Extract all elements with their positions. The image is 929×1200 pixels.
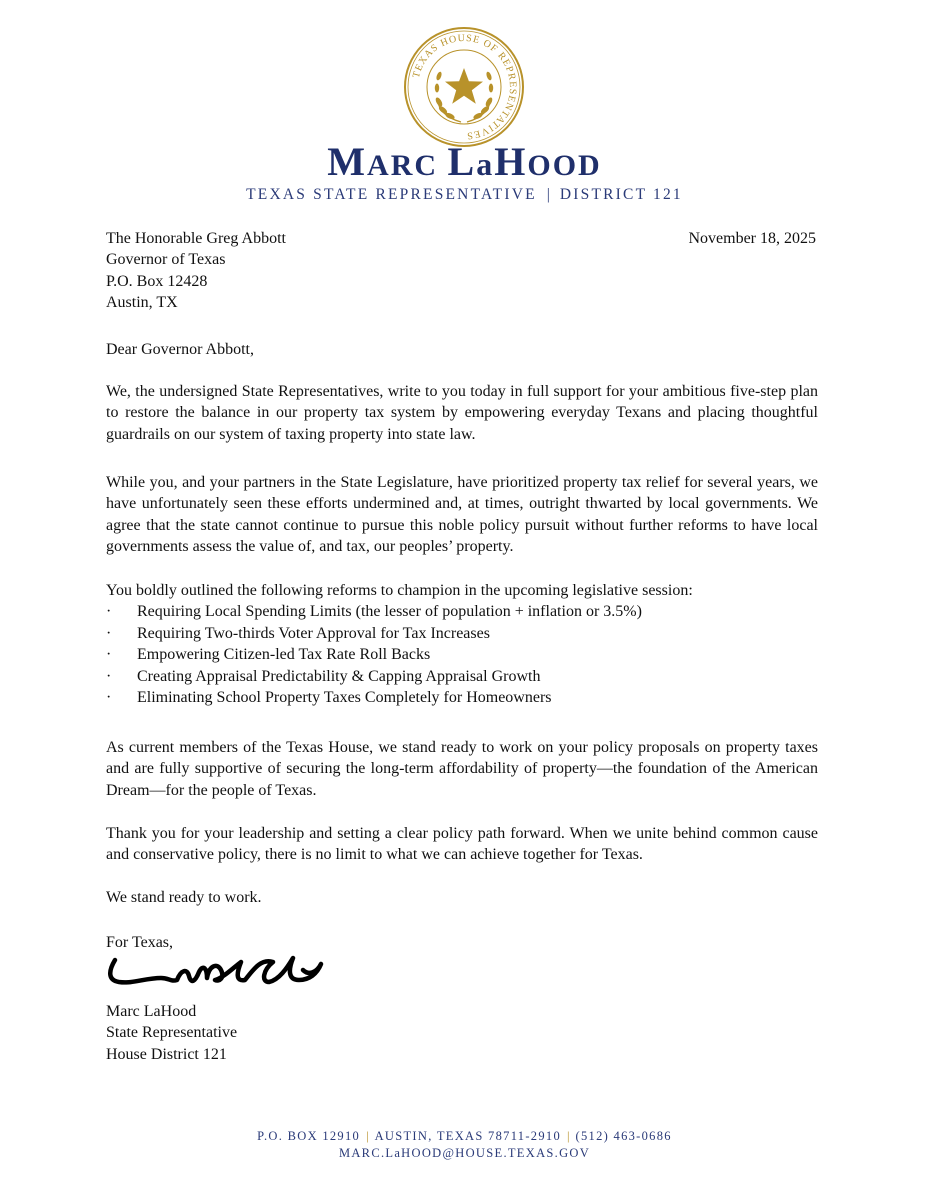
signer-title: State Representative [106, 1024, 238, 1042]
footer-email[interactable]: MARC.LaHOOD@HOUSE.TEXAS.GOV [338, 1146, 591, 1160]
closing: For Texas, [106, 934, 174, 951]
list-item: · Requiring Two-thirds Voter Approval for Tax Increases [106, 624, 490, 642]
paragraph-4: As current members of the Texas House, we stand ready to work on your policy proposals on property taxes and are fully supportive of securing the long-term affordability of property—the foundation of the American Dream—for the people of Texas. [106, 739, 818, 799]
paragraph-5: Thank you for your leadership and setting a clear policy path forward. When we unite behind common cause and conservative policy, there is no limit to what we can achieve together for Texas. [106, 825, 818, 864]
svg-text:TEXAS HOUSE OF REPRESENTATIVES: TEXAS HOUSE OF REPRESENTATIVES [410, 32, 519, 142]
salutation: Dear Governor Abbott, [106, 341, 254, 358]
signer-district: House District 121 [106, 1045, 227, 1063]
texas-house-seal-icon [403, 26, 525, 148]
signature-icon [103, 948, 333, 996]
list-item: · Eliminating School Property Taxes Completely for Homeowners [106, 689, 552, 706]
list-item: · Creating Appraisal Predictability & Capping Appraisal Growth [106, 667, 541, 685]
signer-name: Marc LaHood [106, 1003, 197, 1020]
letterhead-subtitle: TEXAS STATE REPRESENTATIVE | DISTRICT 121 [246, 186, 683, 203]
signer-block [106, 1001, 818, 1065]
recipient-address: The Honorable Greg Abbott Governor of Texas P.O. Box 12428 Austin, TX [106, 230, 286, 311]
paragraph-2: While you, and your partners in the State Legislature, have prioritized property tax relief for several years, we have unfortunately seen these efforts undermined and, at times, outright thwarted by local governments. We agree that the state cannot continue to pursue this noble policy pursuit without further reforms to have local governments assess the value of, and tax, our peoples’ property. [106, 474, 818, 555]
letterhead-name: MARC LaHOOD [327, 139, 602, 184]
list-item: · Requiring Local Spending Limits (the lesser of population + inflation or 3.5%) [106, 603, 642, 620]
letterhead-title: TEXAS STATE REPRESENTATIVE [246, 186, 537, 203]
letter-date: November 18, 2025 [688, 230, 816, 247]
reforms-list [106, 601, 818, 709]
list-item: · Empowering Citizen-led Tax Rate Roll Backs [106, 646, 431, 663]
paragraph-1: We, the undersigned State Representatives, write to you today in full support for your ambitious five-step plan to restore the balance in our property tax system by empowering everyday Texans and placing thoughtful guardrails on our system of taxing property into state law. [106, 383, 818, 443]
letterhead-district: DISTRICT 121 [559, 186, 683, 203]
paragraph-3: You boldly outlined the following reforms to champion in the upcoming legislative session: [106, 582, 693, 599]
footer-contact: P.O. BOX 12910 | AUSTIN, TEXAS 78711-2910 | (512) 463-0686 [257, 1129, 672, 1143]
paragraph-6: We stand ready to work. [106, 889, 262, 906]
